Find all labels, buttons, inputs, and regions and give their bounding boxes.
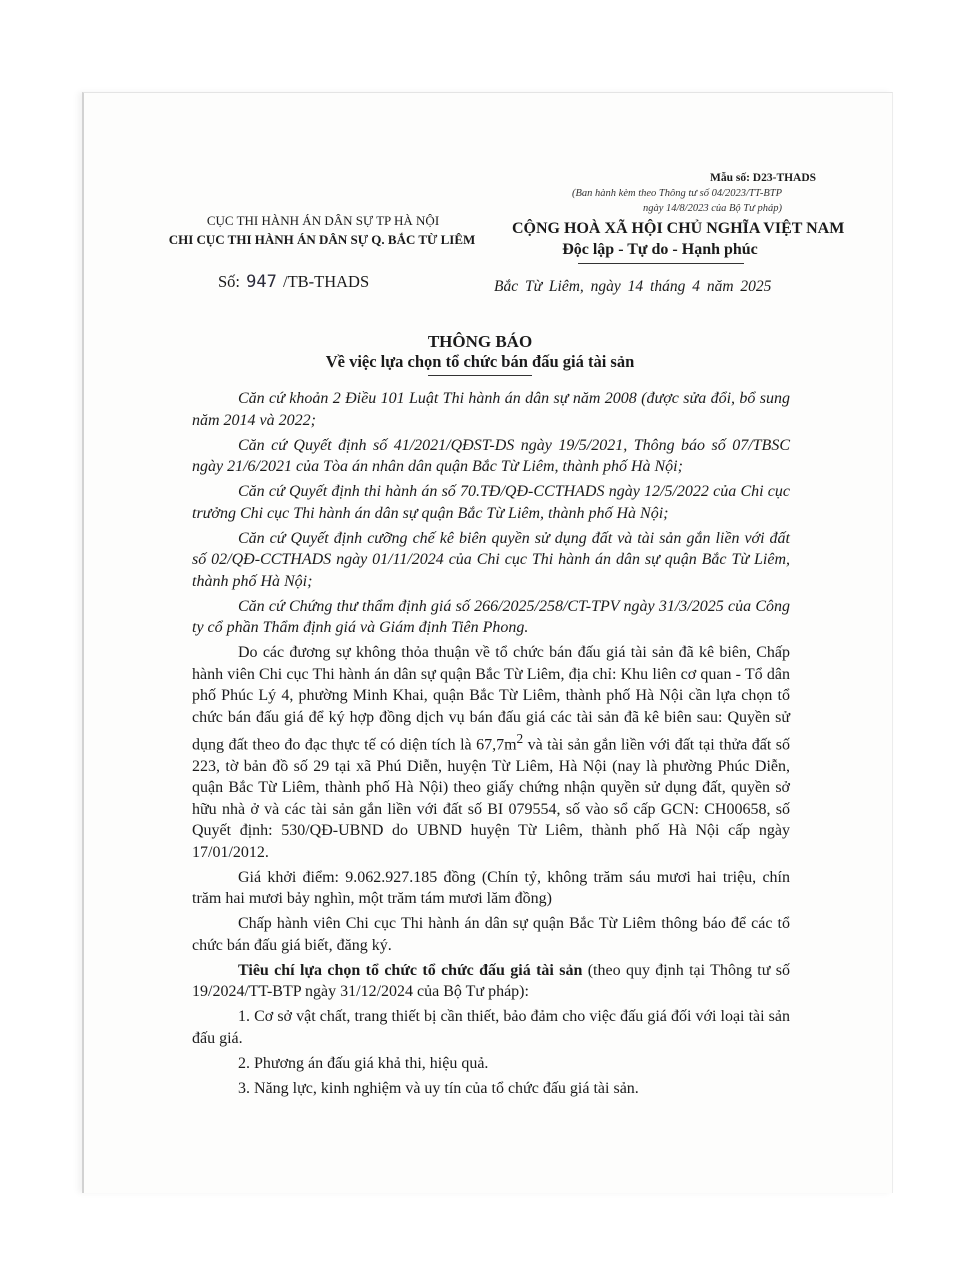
announcement: Chấp hành viên Chi cục Thi hành án dân sự quận Bắc Từ Liêm thông báo để các tổ chức bán đấu giá biết, đăng ký. <box>192 915 790 954</box>
agency-name: CHI CỤC THI HÀNH ÁN DÂN SỰ Q. BẮC TỪ LIÊM <box>168 232 476 247</box>
document-body <box>192 388 790 1103</box>
form-note-line2: ngày 14/8/2023 của Bộ Tư pháp) <box>642 203 782 214</box>
criteria-item: 1. Cơ sở vật chất, trang thiết bị cần thiết, bảo đảm cho việc đấu giá đối với loại tài sản đấu giá. <box>192 1008 790 1047</box>
motto-underline <box>578 263 744 264</box>
doc-number-prefix: Số: <box>218 272 241 291</box>
criteria-heading: Tiêu chí lựa chọn tổ chức tổ chức đấu giá tài sản <box>238 961 583 979</box>
legal-basis: Căn cứ Quyết định thi hành án số 70.TĐ/QĐ-CCTHADS ngày 12/5/2022 của Chi cục trưởng Chi cục Thi hành án dân sự quận Bắc Từ Liêm, thành phố Hà Nội; <box>192 483 790 522</box>
place-date: Bắc Từ Liêm, ngày 14 tháng 4 năm 2025 <box>494 278 772 295</box>
criteria-item: 3. Năng lực, kinh nghiệm và uy tín của tổ chức đấu giá tài sản. <box>238 1079 639 1097</box>
criteria-item: 2. Phương án đấu giá khả thi, hiệu quả. <box>238 1054 489 1072</box>
document-number <box>218 272 369 292</box>
subtitle-underline <box>428 375 532 376</box>
asset-description-part1: Do các đương sự không thỏa thuận về tổ chức bán đấu giá tài sản đã kê biên, Chấp hành viên Chi cục Thi hành án dân sự quận Bắc Từ Liêm, địa chỉ: Khu liên cơ quan - Tổ dân phố Phúc Lý 4, phường Minh Khai, quận Bắc Từ Liêm, thành phố Hà Nội cần lựa chọn tổ chức bán đấu giá để ký hợp đồng dịch vụ bán đấu giá các tài sản đã kê biên sau: Quyền sử dụng đất theo đo đạc thực tế có diện tích là 67,7m <box>192 644 790 754</box>
form-code: Mẫu số: D23-THADS <box>710 172 817 184</box>
legal-basis: Căn cứ Quyết định số 41/2021/QĐST-DS ngày 19/5/2021, Thông báo số 07/TBSC ngày 21/6/2021 của Tòa án nhân dân quận Bắc Từ Liêm, thành phố Hà Nội; <box>192 436 790 475</box>
national-title: CỘNG HOÀ XÃ HỘI CHỦ NGHĨA VIỆT NAM <box>512 220 845 237</box>
criteria-list <box>192 1006 790 1099</box>
doc-number-handwritten: 947 <box>246 272 277 292</box>
legal-basis: Căn cứ khoản 2 Điều 101 Luật Thi hành án dân sự năm 2008 (được sửa đổi, bổ sung năm 2014 và 2022; <box>192 390 790 429</box>
area-unit-superscript: 2 <box>516 731 524 746</box>
asset-description <box>192 642 790 863</box>
form-note <box>572 186 782 216</box>
form-note-line1: (Ban hành kèm theo Thông tư số 04/2023/TT-BTP <box>572 188 782 199</box>
agency-parent: CỤC THI HÀNH ÁN DÂN SỰ TP HÀ NỘI <box>206 213 440 228</box>
national-motto: Độc lập - Tự do - Hạnh phúc <box>562 241 758 258</box>
document-title: THÔNG BÁO <box>427 332 533 351</box>
criteria-intro <box>192 960 790 1003</box>
legal-basis: Căn cứ Quyết định cưỡng chế kê biên quyền sử dụng đất và tài sản gắn liền với đất số 02/QĐ-CCTHADS ngày 01/11/2024 của Chi cục Thi hành án dân sự quận Bắc Từ Liêm, thành phố Hà Nội; <box>192 529 790 590</box>
legal-basis: Căn cứ Chứng thư thẩm định giá số 266/2025/258/CT-TPV ngày 31/3/2025 của Công ty cổ phần Thẩm định giá và Giám định Tiên Phong. <box>192 597 790 636</box>
doc-number-suffix: /TB-THADS <box>282 272 370 291</box>
criteria-reference: (theo quy định tại Thông tư số 19/2024/TT-BTP ngày 31/12/2024 của Bộ Tư pháp): <box>192 961 791 1001</box>
document-subtitle: Về việc lựa chọn tổ chức bán đấu giá tài sản <box>325 352 635 371</box>
asset-description-part2: và tài sản gắn liền với đất tại thửa đất số 223, tờ bản đồ số 29 tại xã Phú Diễn, huyện Từ Liêm, Hà Nội (nay là phường Phúc Diễn, quận Bắc Từ Liêm, thành phố Hà Nội) theo giấy chứng nhận quyền sử dụng đất, quyền sở hữu nhà ở và các tài sản gắn liền với đất số BI 079554, số vào sổ cấp GCN: CH00658, số Quyết định: 530/QĐ-UBND do UBND huyện Từ Liêm, thành phố Hà Nội cấp ngày 17/01/2012. <box>192 736 790 861</box>
starting-price: Giá khởi điểm: 9.062.927.185 đồng (Chín tỷ, không trăm sáu mươi hai triệu, chín trăm hai mươi bảy nghìn, một trăm tám mươi lăm đồng) <box>192 868 790 908</box>
